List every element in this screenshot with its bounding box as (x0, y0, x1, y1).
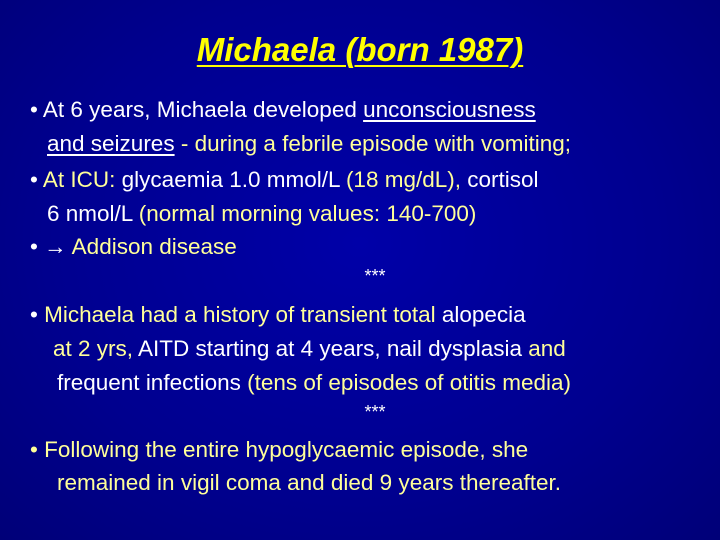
text-segment: (tens of episodes of otitis media) (240, 370, 572, 395)
slide-title: Michaela (born 1987) (196, 31, 524, 68)
bullet-line-1 (30, 97, 536, 123)
text-segment: 6 nmol/L (47, 201, 133, 226)
text-segment: At ICU: (42, 167, 122, 192)
separator: *** (364, 402, 386, 422)
continuation-line (47, 201, 476, 227)
bullet-line-5 (30, 437, 528, 463)
bullet-line-3 (30, 234, 237, 260)
text-segment: alopecia (441, 302, 526, 327)
continuation-line (57, 470, 561, 496)
text-segment: cortisol (467, 167, 539, 192)
text-segment-underlined: and seizures (47, 131, 175, 156)
bullet-line-2 (30, 167, 539, 193)
text-segment: Following the entire hypoglycaemic episode, she (44, 437, 529, 462)
text-segment: nail dysplasia (386, 336, 522, 361)
text-segment: remained in vigil coma and died 9 years thereafter. (57, 470, 562, 495)
text-segment: Addison disease (71, 234, 237, 259)
text-segment: Michaela had a history of transient total (44, 302, 442, 327)
text-segment: At 6 years, Michaela developed (42, 97, 364, 122)
bullet-icon: • (30, 437, 38, 462)
continuation-line (57, 370, 571, 396)
continuation-line (47, 131, 571, 157)
arrow-icon: → (44, 234, 67, 259)
bullet-line-4 (30, 302, 526, 328)
text-segment: glycaemia 1.0 mmol/L (121, 167, 340, 192)
text-segment: and (521, 336, 566, 361)
bullet-icon: • (30, 234, 38, 259)
text-segment: AITD starting at 4 years, (138, 336, 387, 361)
separator: *** (364, 266, 386, 286)
text-segment-underlined: unconsciousness (363, 97, 536, 122)
continuation-line (53, 336, 566, 362)
bullet-icon: • (30, 167, 38, 192)
bullet-icon: • (30, 302, 38, 327)
text-segment: at 2 yrs, (53, 336, 139, 361)
bullet-icon: • (30, 97, 38, 122)
text-segment: (18 mg/dL), (339, 167, 468, 192)
text-segment: - during a febrile episode with vomiting; (174, 131, 572, 156)
text-segment: (normal morning values: 140-700) (132, 201, 477, 226)
text-segment: frequent infections (57, 370, 241, 395)
